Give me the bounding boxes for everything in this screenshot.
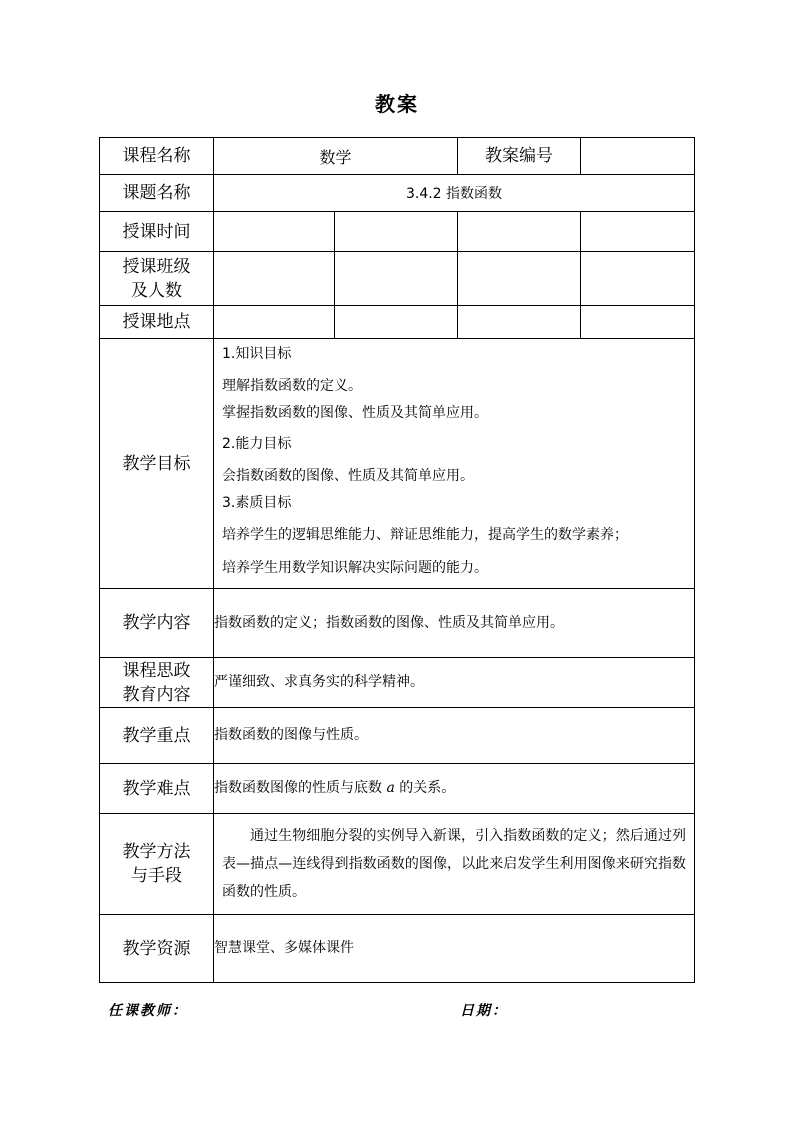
ideology-label [100,658,214,708]
resources-value[interactable]: 智慧课堂、多媒体课件 [214,915,695,983]
key-points-label: 教学重点 [100,708,214,764]
methods-text: 通过生物细胞分裂的实例导入新课，引入指数函数的定义；然后通过列表—描点—连线得到指数函数的图像，以此来启发学生利用图像来研究指数函数的性质。 [222,828,687,900]
course-name-label: 课程名称 [100,138,214,175]
objective-item: 培养学生的逻辑思维能力、辩证思维能力，提高学生的数学素养； [222,527,628,543]
course-name-value[interactable]: 数学 [214,138,458,175]
row-methods [100,814,695,915]
lesson-plan-table [99,137,695,983]
place-cell[interactable] [214,306,335,339]
methods-label-line2: 与手段 [131,866,182,886]
place-cell[interactable] [458,306,581,339]
ideology-label-line2: 教育内容 [122,684,191,705]
date-label: 日期： [460,1003,508,1019]
content-value[interactable]: 指数函数的定义；指数函数的图像、性质及其简单应用。 [214,589,695,658]
objective-heading: 3.素质目标 [222,495,292,511]
content-label: 教学内容 [100,589,214,658]
ideology-label-line1: 课程思政 [122,660,191,681]
class-label-line1: 授课班级 [122,256,191,277]
place-label: 授课地点 [100,306,214,339]
row-resources [100,915,695,983]
place-cell[interactable] [335,306,458,339]
class-label-line2: 及人数 [131,280,182,301]
row-class [100,252,695,306]
row-topic [100,175,695,212]
objective-item: 掌握指数函数的图像、性质及其简单应用。 [222,405,488,421]
place-cell[interactable] [581,306,695,339]
difficulties-text-post: 的关系。 [394,780,456,796]
time-label: 授课时间 [100,212,214,252]
row-content [100,589,695,658]
objectives-content[interactable] [214,339,695,589]
page-title: 教案 [375,92,419,116]
row-time [100,212,695,252]
row-key-points [100,708,695,764]
time-cell[interactable] [458,212,581,252]
row-objectives [100,339,695,589]
methods-label-line1: 教学方法 [122,842,191,862]
row-difficulties [100,764,695,814]
plan-number-value[interactable] [581,138,695,175]
objective-item: 会指数函数的图像、性质及其简单应用。 [222,468,474,484]
resources-label: 教学资源 [100,915,214,983]
ideology-value[interactable]: 严谨细致、求真务实的科学精神。 [214,658,695,708]
objectives-label: 教学目标 [100,339,214,589]
variable-a: a [386,780,395,796]
class-cell[interactable] [214,252,335,306]
methods-label [100,814,214,915]
difficulties-label: 教学难点 [100,764,214,814]
plan-number-label: 教案编号 [458,138,581,175]
key-points-value[interactable]: 指数函数的图像与性质。 [214,708,695,764]
row-course-name [100,138,695,175]
methods-value[interactable] [214,814,695,915]
topic-label: 课题名称 [100,175,214,212]
topic-value[interactable]: 3.4.2 指数函数 [214,175,695,212]
class-cell[interactable] [581,252,695,306]
class-cell[interactable] [335,252,458,306]
difficulties-value[interactable] [214,764,695,814]
row-ideology [100,658,695,708]
difficulties-text-pre: 指数函数图像的性质与底数 [214,780,387,796]
objective-item: 培养学生用数学知识解决实际问题的能力。 [222,560,488,576]
row-place [100,306,695,339]
objective-heading: 1.知识目标 [222,346,292,362]
objective-heading: 2.能力目标 [222,436,292,452]
class-cell[interactable] [458,252,581,306]
teacher-signature-label: 任课教师： [108,1003,188,1019]
objective-item: 理解指数函数的定义。 [222,378,362,394]
time-cell[interactable] [581,212,695,252]
class-label [100,252,214,306]
time-cell[interactable] [335,212,458,252]
time-cell[interactable] [214,212,335,252]
